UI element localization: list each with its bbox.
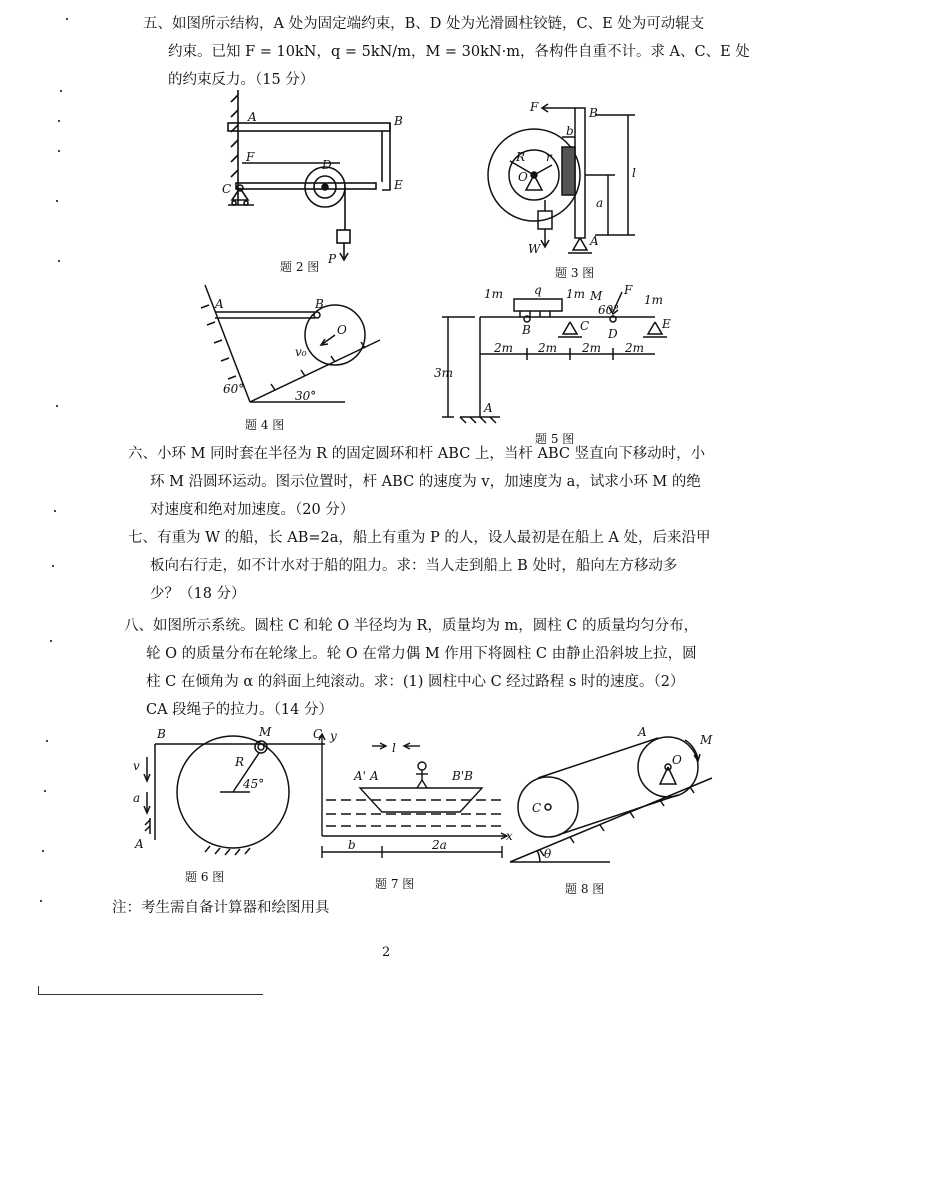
fig5-label-1m-c: 1m [644, 293, 664, 307]
figure-5 [430, 282, 690, 427]
fig5-label-q: q [534, 283, 542, 297]
fig3-label-a: A [590, 234, 599, 248]
fig3-label-a-dim: a [596, 196, 604, 210]
fig3-label-r-small: r [546, 150, 552, 164]
fig7-label-b-dim: b [348, 838, 356, 852]
fig5-label-2m-c: 2m [582, 341, 602, 355]
fig8-label-c: C [532, 801, 542, 815]
fig5-label-c: C [580, 319, 590, 333]
fig2-label-a: A [248, 110, 257, 124]
fig3-caption: 题 3 图 [555, 266, 595, 280]
fig5-label-m: M [590, 289, 603, 303]
fig3-label-r-big: R [516, 150, 526, 164]
fig5-label-1m-a: 1m [484, 287, 504, 301]
q7-line-2: 板向右行走，如不计水对于船的阻力。求：当人走到船上 B 处时，船向左方移动多 [150, 558, 678, 574]
fig2-label-p: P [328, 252, 337, 266]
fig5-label-2m-a: 2m [494, 341, 514, 355]
fig4-label-v0: v₀ [295, 345, 307, 359]
fig7-label-x: x [506, 829, 513, 843]
fig5-label-e: E [662, 317, 671, 331]
fig6-label-b: B [157, 727, 166, 741]
figure-3 [480, 95, 680, 265]
fig8-caption: 题 8 图 [565, 882, 605, 896]
fig2-label-d: D [322, 158, 332, 172]
fig4-label-b: B [315, 297, 324, 311]
figure-8 [500, 722, 725, 870]
fig4-caption: 题 4 图 [245, 418, 285, 432]
fig5-label-3m: 3m [434, 366, 454, 380]
q7-line-1: 七、有重为 W 的船，长 AB=2a，船上有重为 P 的人，设人最初是在船上 A 处，后来沿甲 [128, 530, 711, 546]
q5-line-3: 的约束反力。（15 分） [168, 72, 315, 88]
fig2-label-e: E [394, 178, 403, 192]
figure-2 [200, 85, 410, 270]
fig2-label-b: B [394, 114, 403, 128]
figure-7 [312, 728, 517, 863]
fig5-label-d: D [608, 327, 618, 341]
fig8-label-m: M [700, 733, 713, 747]
page-number: 2 [382, 945, 391, 960]
fig8-label-theta: θ [544, 847, 552, 861]
fig4-label-a: A [215, 297, 224, 311]
fig6-label-r: R [235, 755, 245, 769]
fig5-label-f: F [624, 283, 633, 297]
q8-line-3: 柱 C 在倾角为 α 的斜面上纯滚动。求：(1) 圆柱中心 C 经过路程 s 时的速度。（2） [146, 674, 685, 690]
fig3-label-w: W [528, 242, 541, 256]
q5-line-2: 约束。已知 F = 10kN，q = 5kN/m，M = 30kN·m，各构件自重不计。求 A、C、E 处 [168, 44, 750, 60]
fig7-label-l: l [392, 741, 396, 755]
figure-6 [125, 722, 330, 862]
q7-line-3: 少？（18 分） [150, 586, 246, 602]
fig7-caption: 题 7 图 [375, 877, 415, 891]
fig7-label-y: y [330, 729, 337, 743]
fig2-caption: 题 2 图 [280, 260, 320, 274]
fig5-label-2m-d: 2m [625, 341, 645, 355]
fig2-label-f: F [246, 150, 255, 164]
fig3-label-b: B [589, 106, 598, 120]
fig7-label-a: A [370, 769, 379, 783]
q8-line-2: 轮 O 的质量分布在轮缘上。轮 O 在常力偶 M 作用下将圆柱 C 由静止沿斜坡上拉，圆 [146, 646, 697, 662]
fig4-label-30: 30° [295, 389, 317, 403]
figure-4 [195, 280, 395, 415]
fig8-label-a: A [638, 725, 647, 739]
fig3-label-f: F [530, 100, 539, 114]
fig5-label-60: 60° [598, 303, 620, 317]
fig4-label-o: O [337, 323, 347, 337]
fig5-label-1m-b: 1m [566, 287, 586, 301]
fig7-label-a-prime: A' [354, 769, 366, 783]
fig6-label-c: C [313, 727, 323, 741]
fig4-label-60: 60° [223, 382, 245, 396]
footer-line [38, 994, 263, 995]
fig3-label-b-dim: b [566, 124, 574, 138]
q6-line-1: 六、小环 M 同时套在半径为 R 的固定圆环和杆 ABC 上，当杆 ABC 竖直向下移动时，小 [128, 446, 706, 462]
q6-line-3: 对速度和绝对加速度。（20 分） [150, 502, 355, 518]
fig6-label-45: 45° [243, 777, 265, 791]
fig6-caption: 题 6 图 [185, 870, 225, 884]
q5-line-1: 五、如图所示结构，A 处为固定端约束，B、D 处为光滑圆柱铰链，C、E 处为可动辊支 [143, 16, 705, 32]
footer-line-tick [38, 986, 39, 994]
fig6-label-a: a [133, 791, 141, 805]
fig3-label-o: O [518, 170, 528, 184]
fig5-label-b: B [522, 323, 531, 337]
fig6-label-m: M [259, 725, 272, 739]
fig8-label-o: O [672, 753, 682, 767]
fig2-label-c: C [222, 182, 232, 196]
fig5-label-2m-b: 2m [538, 341, 558, 355]
fig5-label-a: A [484, 401, 493, 415]
fig6-label-v: v [133, 759, 140, 773]
fig7-label-2a: 2a [432, 838, 447, 852]
q8-line-4: CA 段绳子的拉力。（14 分） [146, 702, 333, 718]
fig5-caption: 题 5 图 [535, 432, 575, 446]
q6-line-2: 环 M 沿圆环运动。图示位置时，杆 ABC 的速度为 v，加速度为 a，试求小环 M 的绝 [150, 474, 701, 490]
fig3-label-l: l [632, 166, 636, 180]
exam-note: 注：考生需自备计算器和绘图用具 [112, 900, 330, 916]
fig6-label-a-point: A [135, 837, 144, 851]
fig7-label-b: B'B [452, 769, 473, 783]
q8-line-1: 八、如图所示系统。圆柱 C 和轮 O 半径均为 R，质量均为 m，圆柱 C 的质量均匀分布， [124, 618, 699, 634]
